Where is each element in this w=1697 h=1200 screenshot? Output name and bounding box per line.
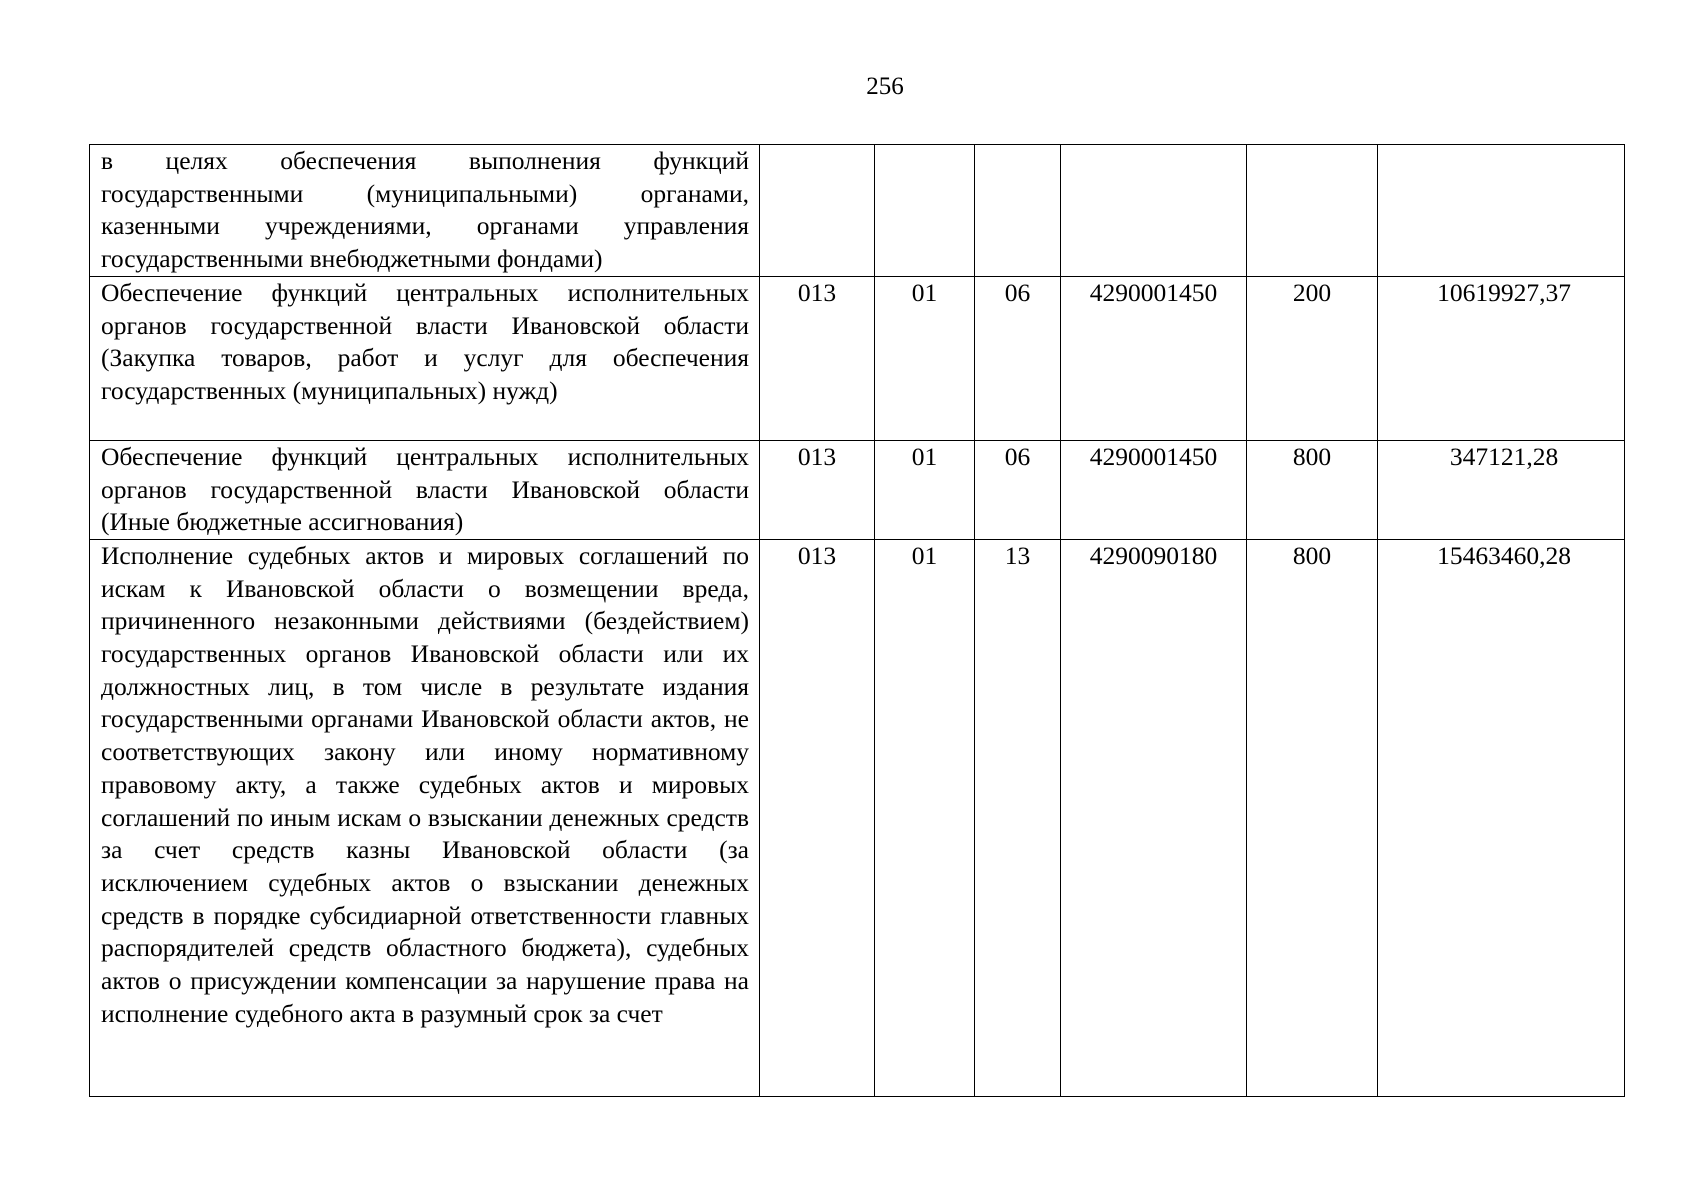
budget-table	[89, 144, 1625, 1097]
subsection-code-cell: 06	[975, 440, 1061, 539]
target-item-cell	[1061, 145, 1247, 277]
section-code-cell	[875, 145, 975, 277]
amount-cell: 347121,28	[1378, 440, 1625, 539]
ministry-code-cell: 013	[760, 440, 875, 539]
ministry-code-cell: 013	[760, 539, 875, 1096]
row-description: в целях обеспечения выполнения функций государственными (муниципальными) органами, казенными учреждениями, органами управления государственными внебюджетными фондами)	[90, 145, 760, 277]
table-row	[90, 276, 1625, 440]
expense-type-cell: 800	[1247, 539, 1378, 1096]
expense-type-cell: 200	[1247, 276, 1378, 440]
row-description: Обеспечение функций центральных исполнительных органов государственной власти Ивановской области (Закупка товаров, работ и услуг для обеспечения государственных (муниципальных) нужд)	[90, 276, 760, 440]
amount-cell	[1378, 145, 1625, 277]
target-item-cell: 4290001450	[1061, 276, 1247, 440]
expense-type-cell: 800	[1247, 440, 1378, 539]
page-number: 256	[866, 73, 904, 100]
subsection-code-cell: 06	[975, 276, 1061, 440]
table-row	[90, 440, 1625, 539]
row-description: Обеспечение функций центральных исполнительных органов государственной власти Ивановской области (Иные бюджетные ассигнования)	[90, 440, 760, 539]
table-row	[90, 145, 1625, 277]
section-code-cell: 01	[875, 539, 975, 1096]
row-description: Исполнение судебных актов и мировых соглашений по искам к Ивановской области о возмещении вреда, причиненного незаконными действиями (бездействием) государственных органов Ивановской области или их должностных лиц, в том числе в результате издания государственными органами Ивановской области актов, не соответствующих закону или иному нормативному правовому акту, а также судебных актов и мировых соглашений по иным искам о взыскании денежных средств за счет средств казны Ивановской области (за исключением судебных актов о взыскании денежных средств в порядке субсидиарной ответственности главных распорядителей средств областного бюджета), судебных актов о присуждении компенсации за нарушение права на исполнение судебного акта в разумный срок за счет	[90, 539, 760, 1096]
amount-cell: 15463460,28	[1378, 539, 1625, 1096]
target-item-cell: 4290001450	[1061, 440, 1247, 539]
subsection-code-cell	[975, 145, 1061, 277]
target-item-cell: 4290090180	[1061, 539, 1247, 1096]
subsection-code-cell: 13	[975, 539, 1061, 1096]
ministry-code-cell	[760, 145, 875, 277]
section-code-cell: 01	[875, 276, 975, 440]
expense-type-cell	[1247, 145, 1378, 277]
table-row	[90, 539, 1625, 1096]
amount-cell: 10619927,37	[1378, 276, 1625, 440]
ministry-code-cell: 013	[760, 276, 875, 440]
section-code-cell: 01	[875, 440, 975, 539]
